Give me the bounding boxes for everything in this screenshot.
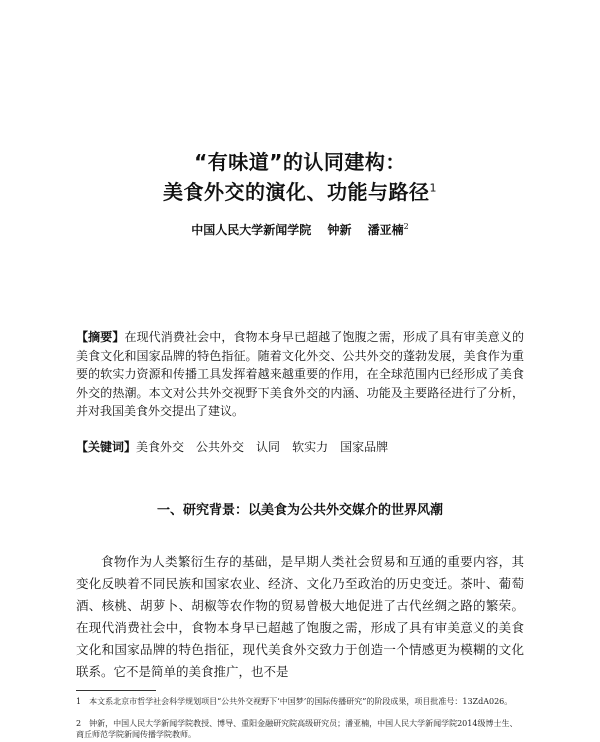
paper-title-line1: “有味道”的认同建构： [194,150,406,174]
author-line [0,221,600,238]
author-affiliation: 中国人民大学新闻学院 [191,223,312,237]
section-heading: 一、研究背景：以美食为公共外交媒介的世界风潮 [156,503,443,518]
keyword-item: 软实力 [292,440,329,454]
keywords [76,438,524,455]
keyword-item: 认同 [256,440,281,454]
footnote-divider [76,690,156,691]
footnote-1: 1 本文系北京市哲学社会科学规划项目“公共外交视野下‘中国梦’的国际传播研究”的阶段成果，项目批准号：13ZdA026。 [76,697,513,706]
author-name-2: 潘亚楠$^2$ [367,222,409,237]
author-name-1: 钟新 [327,223,352,237]
keyword-item: 美食外交 [136,440,185,454]
footnote-2: 2 钟新，中国人民大学新闻学院教授、博导、重阳金融研究院高级研究员；潘亚楠，中国人民大学新闻学院2014级博士生、商丘师范学院新闻传播学院教师。 [76,719,518,739]
title-footnote-mark: 1 [429,181,437,195]
paper-title-line2: 美食外交的演化、功能与路径$^1$ [163,180,437,204]
author-footnote-mark: 2 [403,222,409,231]
abstract-label: 【摘要】 [76,330,125,344]
keyword-item: 国家品牌 [340,440,389,454]
body-paragraph: 食物作为人类繁衍生存的基础，是早期人类社会贸易和互通的重要内容，其变化反映着不同民族和国家农业、经济、文化乃至政治的历史变迁。茶叶、葡萄酒、核桃、胡萝卜、胡椒等农作物的贸易曾极大地促进了古代丝绸之路的繁荣。在现代消费社会中，食物本身早已超越了饱腹之需，形成了具有审美意义的美食文化和国家品牌的特色指征，现代美食外交致力于创造一个情感更为模糊的文化联系。它不是简单的美食推广，也不是 [76,554,524,679]
keyword-item: 公共外交 [196,440,245,454]
abstract [76,328,524,421]
keywords-label: 【关键词】 [76,440,137,454]
abstract-text: 在现代消费社会中，食物本身早已超越了饱腹之需，形成了具有审美意义的美食文化和国家品牌的特色指征。随着文化外交、公共外交的蓬勃发展，美食作为重要的软实力资源和传播工具发挥着越来越重要的作用，在全球范围内已经形成了美食外交的热潮。本文对公共外交视野下美食外交的内涵、功能及主要路径进行了分析，并对我国美食外交提出了建议。 [76,330,524,418]
